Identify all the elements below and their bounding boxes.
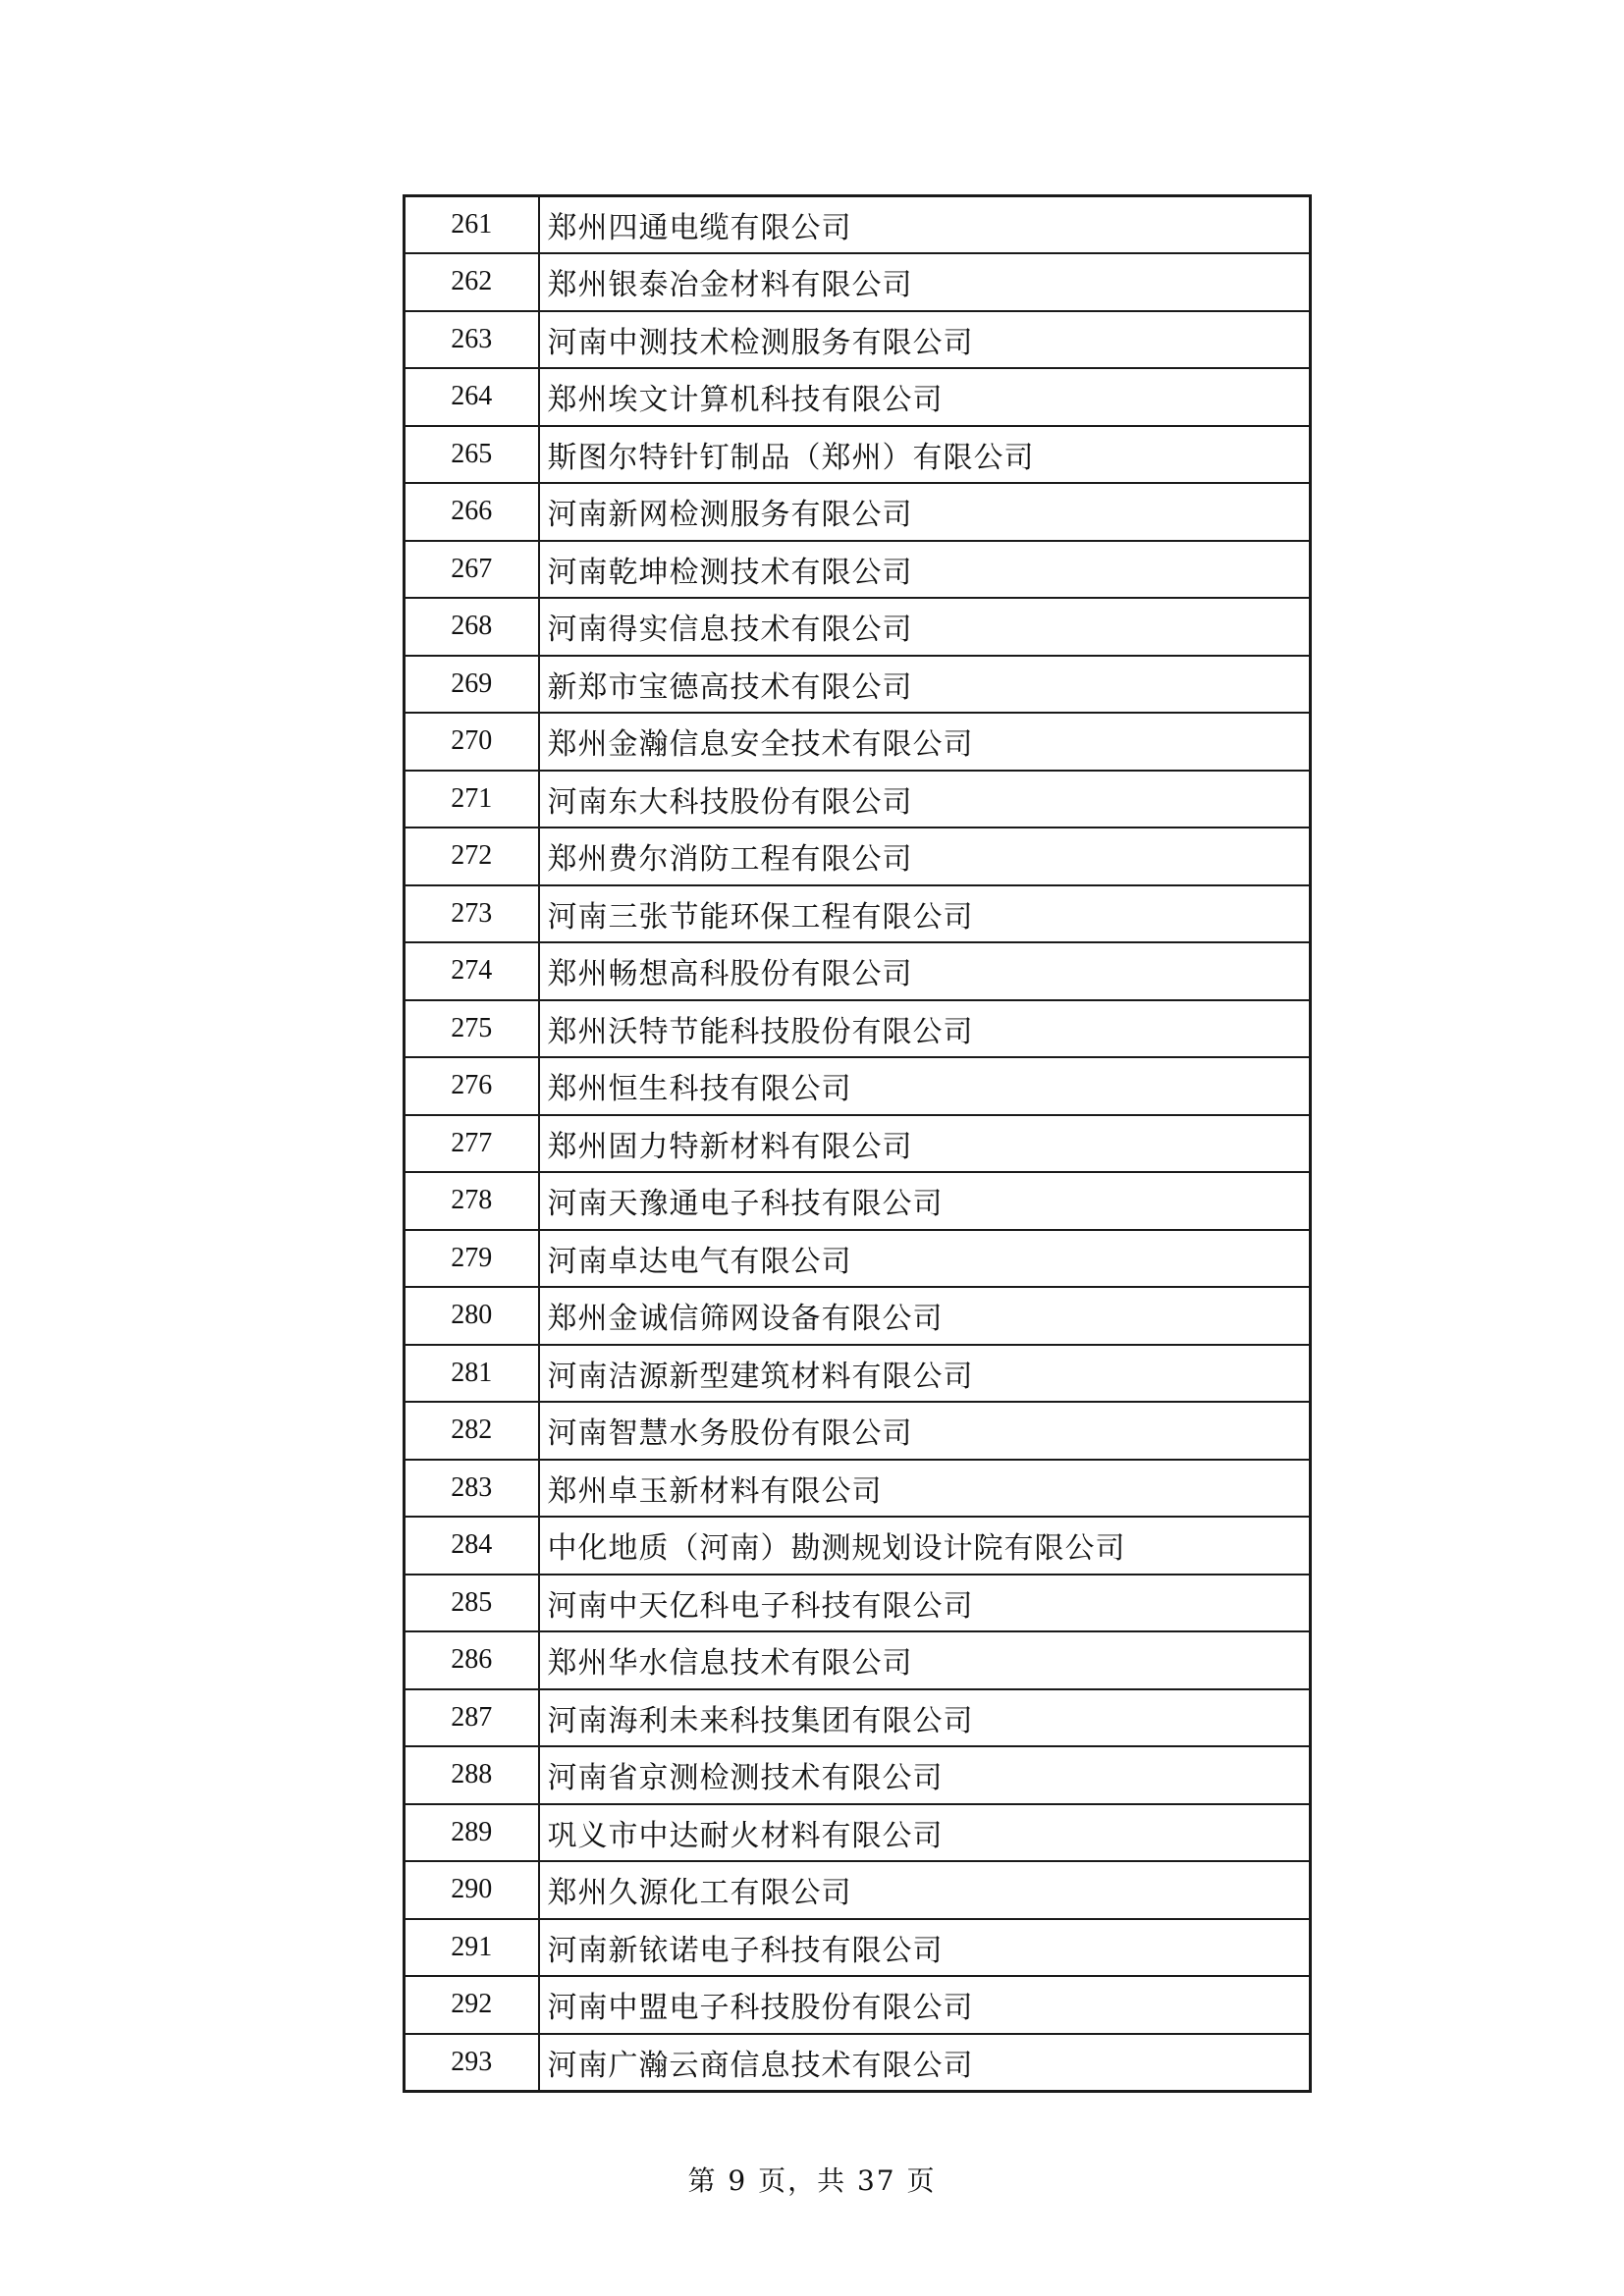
company-name: 河南中天亿科电子科技有限公司 bbox=[539, 1575, 1311, 1632]
table-row bbox=[405, 483, 1311, 541]
company-name: 郑州卓玉新材料有限公司 bbox=[539, 1460, 1311, 1518]
company-name: 河南乾坤检测技术有限公司 bbox=[539, 541, 1311, 599]
table-row bbox=[405, 541, 1311, 599]
table-row bbox=[405, 1517, 1311, 1575]
company-name: 巩义市中达耐火材料有限公司 bbox=[539, 1804, 1311, 1862]
table-row bbox=[405, 1631, 1311, 1689]
row-number: 262 bbox=[405, 253, 539, 311]
row-number: 292 bbox=[405, 1976, 539, 2034]
table-row bbox=[405, 1919, 1311, 1977]
row-number: 290 bbox=[405, 1861, 539, 1919]
company-list-table bbox=[403, 194, 1312, 2093]
table-row bbox=[405, 1057, 1311, 1115]
row-number: 293 bbox=[405, 2034, 539, 2092]
table-row bbox=[405, 2034, 1311, 2092]
page-footer: 第 9 页，共 37 页 bbox=[687, 2164, 937, 2197]
company-name: 河南智慧水务股份有限公司 bbox=[539, 1402, 1311, 1460]
row-number: 289 bbox=[405, 1804, 539, 1862]
table-row bbox=[405, 1575, 1311, 1632]
row-number: 286 bbox=[405, 1631, 539, 1689]
company-name: 郑州固力特新材料有限公司 bbox=[539, 1115, 1311, 1173]
row-number: 269 bbox=[405, 656, 539, 714]
company-name: 河南三张节能环保工程有限公司 bbox=[539, 885, 1311, 943]
row-number: 280 bbox=[405, 1287, 539, 1345]
company-name: 郑州久源化工有限公司 bbox=[539, 1861, 1311, 1919]
row-number: 275 bbox=[405, 1000, 539, 1058]
table-row bbox=[405, 1861, 1311, 1919]
table-row bbox=[405, 1000, 1311, 1058]
table-row bbox=[405, 1460, 1311, 1518]
company-name: 郑州沃特节能科技股份有限公司 bbox=[539, 1000, 1311, 1058]
row-number: 277 bbox=[405, 1115, 539, 1173]
row-number: 268 bbox=[405, 598, 539, 656]
row-number: 273 bbox=[405, 885, 539, 943]
company-name: 郑州畅想高科股份有限公司 bbox=[539, 942, 1311, 1000]
row-number: 264 bbox=[405, 368, 539, 426]
row-number: 272 bbox=[405, 828, 539, 885]
row-number: 266 bbox=[405, 483, 539, 541]
company-name: 河南海利未来科技集团有限公司 bbox=[539, 1689, 1311, 1747]
company-name: 新郑市宝德高技术有限公司 bbox=[539, 656, 1311, 714]
table-row bbox=[405, 598, 1311, 656]
row-number: 284 bbox=[405, 1517, 539, 1575]
table-row bbox=[405, 713, 1311, 771]
table-row bbox=[405, 828, 1311, 885]
row-number: 263 bbox=[405, 311, 539, 369]
company-name: 河南新铱诺电子科技有限公司 bbox=[539, 1919, 1311, 1977]
row-number: 282 bbox=[405, 1402, 539, 1460]
company-name: 郑州费尔消防工程有限公司 bbox=[539, 828, 1311, 885]
company-name: 河南卓达电气有限公司 bbox=[539, 1230, 1311, 1288]
row-number: 265 bbox=[405, 426, 539, 484]
row-number: 261 bbox=[405, 196, 539, 254]
company-name: 郑州金诚信筛网设备有限公司 bbox=[539, 1287, 1311, 1345]
company-name: 河南中测技术检测服务有限公司 bbox=[539, 311, 1311, 369]
company-name: 郑州恒生科技有限公司 bbox=[539, 1057, 1311, 1115]
table-row bbox=[405, 885, 1311, 943]
row-number: 271 bbox=[405, 771, 539, 828]
table-row bbox=[405, 1746, 1311, 1804]
table-row bbox=[405, 1976, 1311, 2034]
table-row bbox=[405, 942, 1311, 1000]
company-name: 河南中盟电子科技股份有限公司 bbox=[539, 1976, 1311, 2034]
table-row bbox=[405, 1115, 1311, 1173]
row-number: 278 bbox=[405, 1172, 539, 1230]
row-number: 281 bbox=[405, 1345, 539, 1403]
table-row bbox=[405, 1804, 1311, 1862]
table-row bbox=[405, 1230, 1311, 1288]
company-name: 郑州埃文计算机科技有限公司 bbox=[539, 368, 1311, 426]
company-name: 河南洁源新型建筑材料有限公司 bbox=[539, 1345, 1311, 1403]
table-row bbox=[405, 771, 1311, 828]
company-name: 郑州四通电缆有限公司 bbox=[539, 196, 1311, 254]
company-name: 河南新网检测服务有限公司 bbox=[539, 483, 1311, 541]
company-name: 中化地质（河南）勘测规划设计院有限公司 bbox=[539, 1517, 1311, 1575]
company-name: 河南广瀚云商信息技术有限公司 bbox=[539, 2034, 1311, 2092]
table-row bbox=[405, 311, 1311, 369]
table-body bbox=[405, 196, 1311, 2092]
table-row bbox=[405, 426, 1311, 484]
row-number: 283 bbox=[405, 1460, 539, 1518]
table-row bbox=[405, 253, 1311, 311]
row-number: 279 bbox=[405, 1230, 539, 1288]
table-row bbox=[405, 1287, 1311, 1345]
row-number: 270 bbox=[405, 713, 539, 771]
company-name: 斯图尔特针钉制品（郑州）有限公司 bbox=[539, 426, 1311, 484]
row-number: 291 bbox=[405, 1919, 539, 1977]
company-name: 郑州银泰冶金材料有限公司 bbox=[539, 253, 1311, 311]
company-name: 河南省京测检测技术有限公司 bbox=[539, 1746, 1311, 1804]
table-row bbox=[405, 196, 1311, 254]
company-name: 河南天豫通电子科技有限公司 bbox=[539, 1172, 1311, 1230]
table-row bbox=[405, 1172, 1311, 1230]
company-name: 郑州华水信息技术有限公司 bbox=[539, 1631, 1311, 1689]
company-name: 河南得实信息技术有限公司 bbox=[539, 598, 1311, 656]
table-row bbox=[405, 1345, 1311, 1403]
company-name: 河南东大科技股份有限公司 bbox=[539, 771, 1311, 828]
table-row bbox=[405, 368, 1311, 426]
table-row bbox=[405, 1689, 1311, 1747]
company-name: 郑州金瀚信息安全技术有限公司 bbox=[539, 713, 1311, 771]
row-number: 276 bbox=[405, 1057, 539, 1115]
table-row bbox=[405, 656, 1311, 714]
row-number: 274 bbox=[405, 942, 539, 1000]
row-number: 287 bbox=[405, 1689, 539, 1747]
row-number: 285 bbox=[405, 1575, 539, 1632]
table-row bbox=[405, 1402, 1311, 1460]
row-number: 267 bbox=[405, 541, 539, 599]
row-number: 288 bbox=[405, 1746, 539, 1804]
